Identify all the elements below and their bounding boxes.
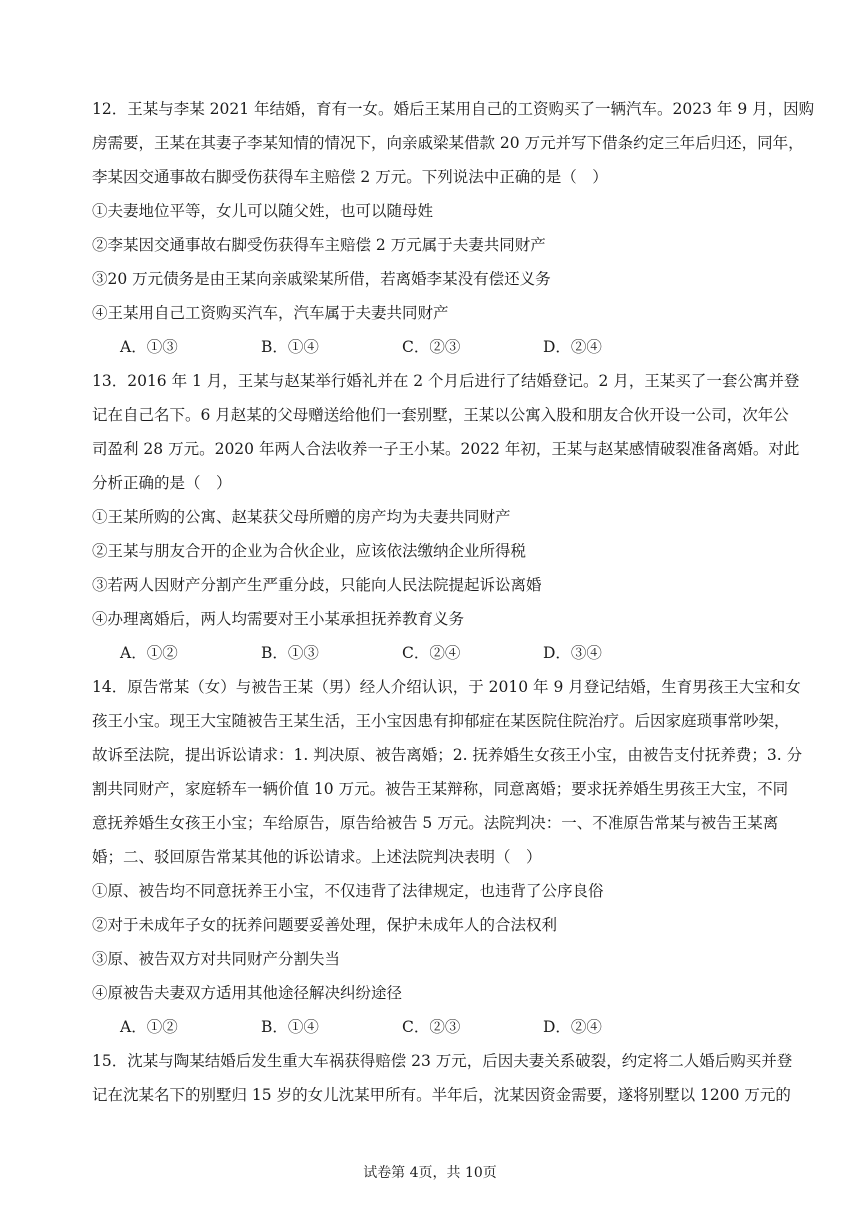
question-stem-line: 15．沈某与陶某结婚后发生重大车祸获得赔偿 23 万元，后因夫妻关系破裂，约定将二人婚后购买并登: [92, 1052, 793, 1070]
question-stem-line: 意抚养婚生女孩王小宝；车给原告，原告给被告 5 万元。法院判决：一、不准原告常某与被告王某离: [92, 814, 779, 832]
exam-page-content: [92, 92, 815, 1112]
statement-item: ①王某所购的公寓、赵某获父母所赠的房产均为夫妻共同财产: [92, 508, 511, 526]
statement-item: ①夫妻地位平等，女儿可以随父姓，也可以随母姓: [92, 202, 434, 220]
option-d: D．②④: [543, 338, 602, 356]
statement-item: ③20 万元债务是由王某向亲戚梁某所借，若离婚李某没有偿还义务: [92, 270, 551, 288]
question-stem-line: 14．原告常某（女）与被告王某（男）经人介绍认识，于 2010 年 9 月登记结婚，生育男孩王大宝和女: [92, 678, 801, 696]
statement-item: ④王某用自己工资购买汽车，汽车属于夫妻共同财产: [92, 304, 449, 322]
option-a: A．①②: [120, 1018, 178, 1036]
question-stem-line: 记在自己名下。6 月赵某的父母赠送给他们一套别墅，王某以公寓入股和朋友合伙开设一公司，次年公: [92, 406, 789, 424]
question-stem-line: 孩王小宝。现王大宝随被告王某生活，王小宝因患有抑郁症在某医院住院治疗。后因家庭琐事常吵架，: [92, 712, 790, 730]
question-13: [92, 364, 800, 670]
question-stem-line: 分析正确的是（ ）: [92, 474, 232, 492]
option-a: A．①②: [120, 644, 178, 662]
answer-options: [92, 1010, 772, 1044]
statement-item: ①原、被告均不同意抚养王小宝，不仅违背了法律规定，也违背了公序良俗: [92, 882, 604, 900]
question-stem-line: 婚；二、驳回原告常某其他的诉讼请求。上述法院判决表明（ ）: [92, 848, 542, 866]
option-c: C．②③: [402, 1018, 461, 1036]
statement-item: ④办理离婚后，两人均需要对王小某承担抚养教育义务: [92, 610, 465, 628]
question-stem-line: 司盈利 28 万元。2020 年两人合法收养一子王小某。2022 年初，王某与赵某感情破裂准备离婚。对此: [92, 440, 800, 458]
option-b: B．①④: [261, 1018, 319, 1036]
question-stem-line: 记在沈某名下的别墅归 15 岁的女儿沈某甲所有。半年后，沈某因资金需要，遂将别墅以 1200 万元的: [92, 1086, 791, 1104]
question-stem-line: 房需要，王某在其妻子李某知情的情况下，向亲戚梁某借款 20 万元并写下借条约定三年后归还，同年，: [92, 134, 804, 152]
answer-options: [92, 636, 772, 670]
question-14: [92, 670, 803, 1044]
option-b: B．①④: [261, 338, 319, 356]
statement-item: ③原、被告双方对共同财产分割失当: [92, 950, 341, 968]
option-d: D．②④: [543, 1018, 602, 1036]
option-c: C．②③: [402, 338, 461, 356]
statement-item: ②对于未成年子女的抚养问题要妥善处理，保护未成年人的合法权利: [92, 916, 558, 934]
question-15: [92, 1044, 793, 1112]
question-stem-line: 李某因交通事故右脚受伤获得车主赔偿 2 万元。下列说法中正确的是（ ）: [92, 168, 608, 186]
option-d: D．③④: [543, 644, 602, 662]
statement-item: ②王某与朋友合开的企业为合伙企业，应该依法缴纳企业所得税: [92, 542, 527, 560]
question-stem-line: 故诉至法院，提出诉讼请求：1. 判决原、被告离婚；2. 抚养婚生女孩王小宝，由被告支付抚养费；3. 分: [92, 746, 803, 764]
option-a: A．①③: [120, 338, 178, 356]
statement-item: ③若两人因财产分割产生严重分歧，只能向人民法院提起诉讼离婚: [92, 576, 542, 594]
page-footer: 试卷第 4页，共 10页: [363, 1165, 497, 1181]
question-12: [92, 92, 815, 364]
option-c: C．②④: [402, 644, 461, 662]
question-stem-line: 13．2016 年 1 月，王某与赵某举行婚礼并在 2 个月后进行了结婚登记。2 月，王某买了一套公寓并登: [92, 372, 800, 390]
option-b: B．①③: [261, 644, 319, 662]
statement-item: ②李某因交通事故右脚受伤获得车主赔偿 2 万元属于夫妻共同财产: [92, 236, 546, 254]
statement-item: ④原被告夫妻双方适用其他途径解决纠纷途径: [92, 984, 403, 1002]
question-stem-line: 割共同财产，家庭轿车一辆价值 10 万元。被告王某辩称，同意离婚；要求抚养婚生男孩王大宝，不同: [92, 780, 789, 798]
answer-options: [92, 330, 772, 364]
question-stem-line: 12．王某与李某 2021 年结婚，育有一女。婚后王某用自己的工资购买了一辆汽车。2023 年 9 月，因购: [92, 100, 815, 118]
